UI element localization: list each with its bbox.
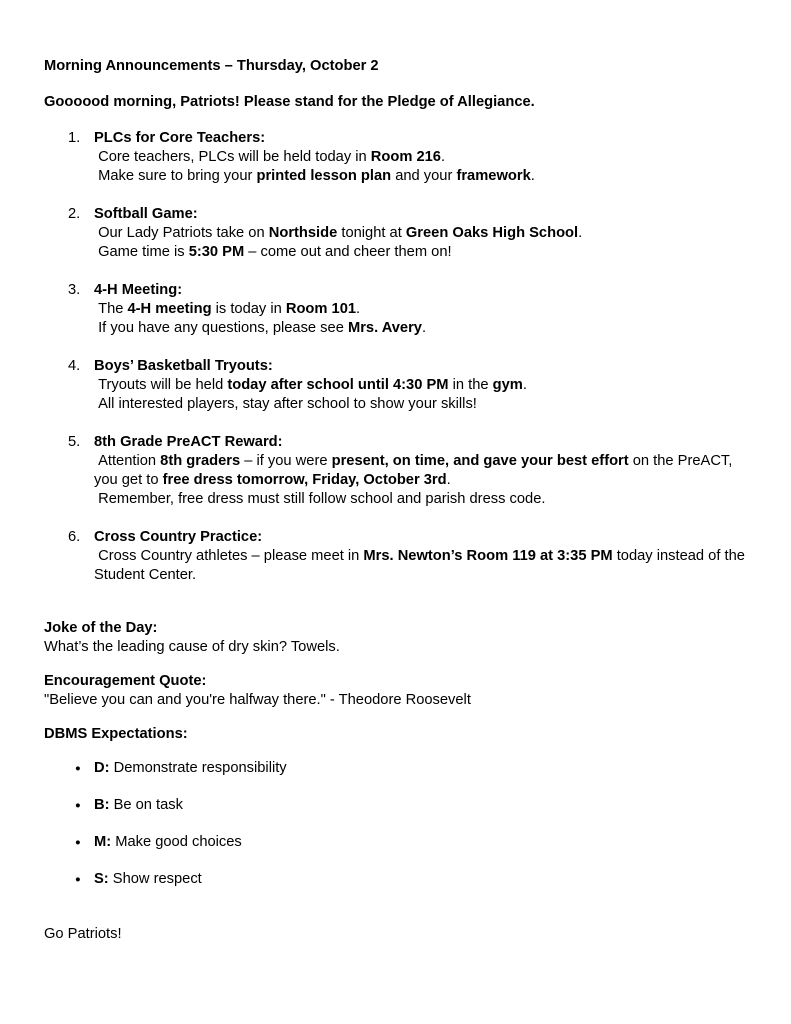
text-run: . xyxy=(446,472,451,488)
text-run: gym xyxy=(492,377,523,393)
text-run: Our Lady Patriots take on xyxy=(94,225,269,241)
sections xyxy=(44,619,746,744)
text-run: Green Oaks High School xyxy=(405,225,579,241)
announcement-line xyxy=(94,395,746,414)
list-number: 3. xyxy=(68,282,81,298)
text-run: . xyxy=(530,168,535,184)
expectation-desc: Show respect xyxy=(108,871,202,887)
announcement-item xyxy=(44,281,746,338)
text-run: framework xyxy=(456,168,531,184)
text-run: . xyxy=(578,225,583,241)
announcement-body xyxy=(94,281,746,338)
text-run: . xyxy=(421,320,427,336)
announcement-heading: 8th Grade PreACT Reward: xyxy=(94,434,283,450)
expectation-desc: Make good choices xyxy=(111,834,242,850)
text-run: Cross Country athletes – please meet in xyxy=(94,548,364,564)
text-run: . xyxy=(440,149,446,165)
expectation-desc: Demonstrate responsibility xyxy=(109,760,287,776)
text-run: Mrs. Newton’s Room 119 at 3:35 PM xyxy=(363,548,613,564)
announcement-body xyxy=(94,205,746,262)
announcement-item xyxy=(44,528,750,585)
text-run: Northside xyxy=(268,225,338,241)
expectation-text xyxy=(94,833,242,852)
announcement-heading: 4-H Meeting: xyxy=(94,282,183,298)
announcement-item xyxy=(44,129,746,186)
list-number: 4. xyxy=(68,358,81,374)
text-run: is today in xyxy=(211,301,286,317)
text-run: If you have any questions, please see xyxy=(94,320,348,336)
text-run: Remember, free dress must still follow school and parish dress code. xyxy=(94,491,546,507)
text-run: All interested players, stay after school to show your skills! xyxy=(94,396,477,412)
announcement-line xyxy=(94,547,750,585)
expectation-text xyxy=(94,759,287,778)
announcement-heading: Cross Country Practice: xyxy=(94,529,263,545)
expectation-letter: M: xyxy=(94,834,112,850)
text-run: on the PreACT, you get to xyxy=(94,453,737,488)
section-line xyxy=(44,691,746,710)
list-number: 6. xyxy=(68,529,81,545)
bullet-icon: ● xyxy=(75,800,81,811)
expectation-item xyxy=(75,833,746,852)
section xyxy=(44,619,746,657)
text-run: "Believe you can and you're halfway there." - Theodore Roosevelt xyxy=(44,692,471,708)
expectation-letter: S: xyxy=(94,871,109,887)
text-run: – if you were xyxy=(240,453,332,469)
announcement-line xyxy=(94,452,746,490)
announcement-body xyxy=(94,528,750,585)
section-heading: Joke of the Day: xyxy=(44,620,158,636)
text-run: free dress tomorrow, Friday, October 3rd xyxy=(162,472,447,488)
text-run: Room 216 xyxy=(370,149,441,165)
announcements-list xyxy=(44,129,750,585)
text-run: Attention xyxy=(94,453,161,469)
text-run: 5:30 PM xyxy=(188,244,245,260)
expectation-desc: Be on task xyxy=(109,797,183,813)
expectation-item xyxy=(75,796,746,815)
section-heading: DBMS Expectations: xyxy=(44,726,188,742)
text-run: present, on time, and gave your best effort xyxy=(331,453,629,469)
expectation-text xyxy=(94,870,202,889)
section-line xyxy=(44,638,746,657)
text-run: Make sure to bring your xyxy=(94,168,257,184)
list-number: 1. xyxy=(68,130,81,146)
text-run: Mrs. Avery xyxy=(347,320,422,336)
announcement-line xyxy=(94,243,746,262)
bullet-icon: ● xyxy=(75,763,81,774)
announcement-heading: Softball Game: xyxy=(94,206,198,222)
text-run: . xyxy=(522,377,527,393)
announcement-line xyxy=(94,167,746,186)
text-run: Room 101 xyxy=(285,301,357,317)
document-title: Morning Announcements – Thursday, October 2 xyxy=(44,58,379,74)
list-number: 2. xyxy=(68,206,81,222)
announcement-line xyxy=(94,148,746,167)
section xyxy=(44,672,746,710)
text-run: . xyxy=(356,301,361,317)
section-heading: Encouragement Quote: xyxy=(44,673,207,689)
expectation-item xyxy=(75,759,746,778)
announcement-heading: Boys’ Basketball Tryouts: xyxy=(94,358,273,374)
text-run: The xyxy=(94,301,128,317)
announcement-line xyxy=(94,319,746,338)
text-run: in the xyxy=(448,377,493,393)
text-run: Core teachers, PLCs will be held today in xyxy=(94,149,371,165)
text-run: Game time is xyxy=(94,244,189,260)
announcement-line xyxy=(94,224,746,243)
text-run: 4-H meeting xyxy=(127,301,212,317)
announcement-line xyxy=(94,300,746,319)
expectation-letter: B: xyxy=(94,797,110,813)
text-run: What’s the leading cause of dry skin? Towels. xyxy=(44,639,340,655)
announcement-line xyxy=(94,376,746,395)
text-run: – come out and cheer them on! xyxy=(244,244,452,260)
section xyxy=(44,725,746,744)
text-run: printed lesson plan xyxy=(256,168,392,184)
announcement-item xyxy=(44,433,746,509)
greeting-text: Goooood morning, Patriots! Please stand for the Pledge of Allegiance. xyxy=(44,94,535,110)
text-run: 8th graders xyxy=(160,453,241,469)
announcement-body xyxy=(94,357,746,414)
announcement-item xyxy=(44,205,746,262)
text-run: today after school until 4:30 PM xyxy=(227,377,449,393)
bullet-icon: ● xyxy=(75,874,81,885)
announcement-heading: PLCs for Core Teachers: xyxy=(94,130,266,146)
expectation-letter: D: xyxy=(94,760,110,776)
announcement-body xyxy=(94,129,746,186)
text-run: tonight at xyxy=(337,225,406,241)
expectations-list xyxy=(44,759,746,889)
expectation-item xyxy=(75,870,746,889)
list-number: 5. xyxy=(68,434,81,450)
bullet-icon: ● xyxy=(75,837,81,848)
text-run: today instead of the Student Center. xyxy=(94,548,750,583)
announcement-line xyxy=(94,490,746,509)
closing-text: Go Patriots! xyxy=(44,926,122,942)
text-run: Tryouts will be held xyxy=(94,377,228,393)
announcement-item xyxy=(44,357,746,414)
announcement-body xyxy=(94,433,746,509)
text-run: and your xyxy=(391,168,457,184)
expectation-text xyxy=(94,796,183,815)
